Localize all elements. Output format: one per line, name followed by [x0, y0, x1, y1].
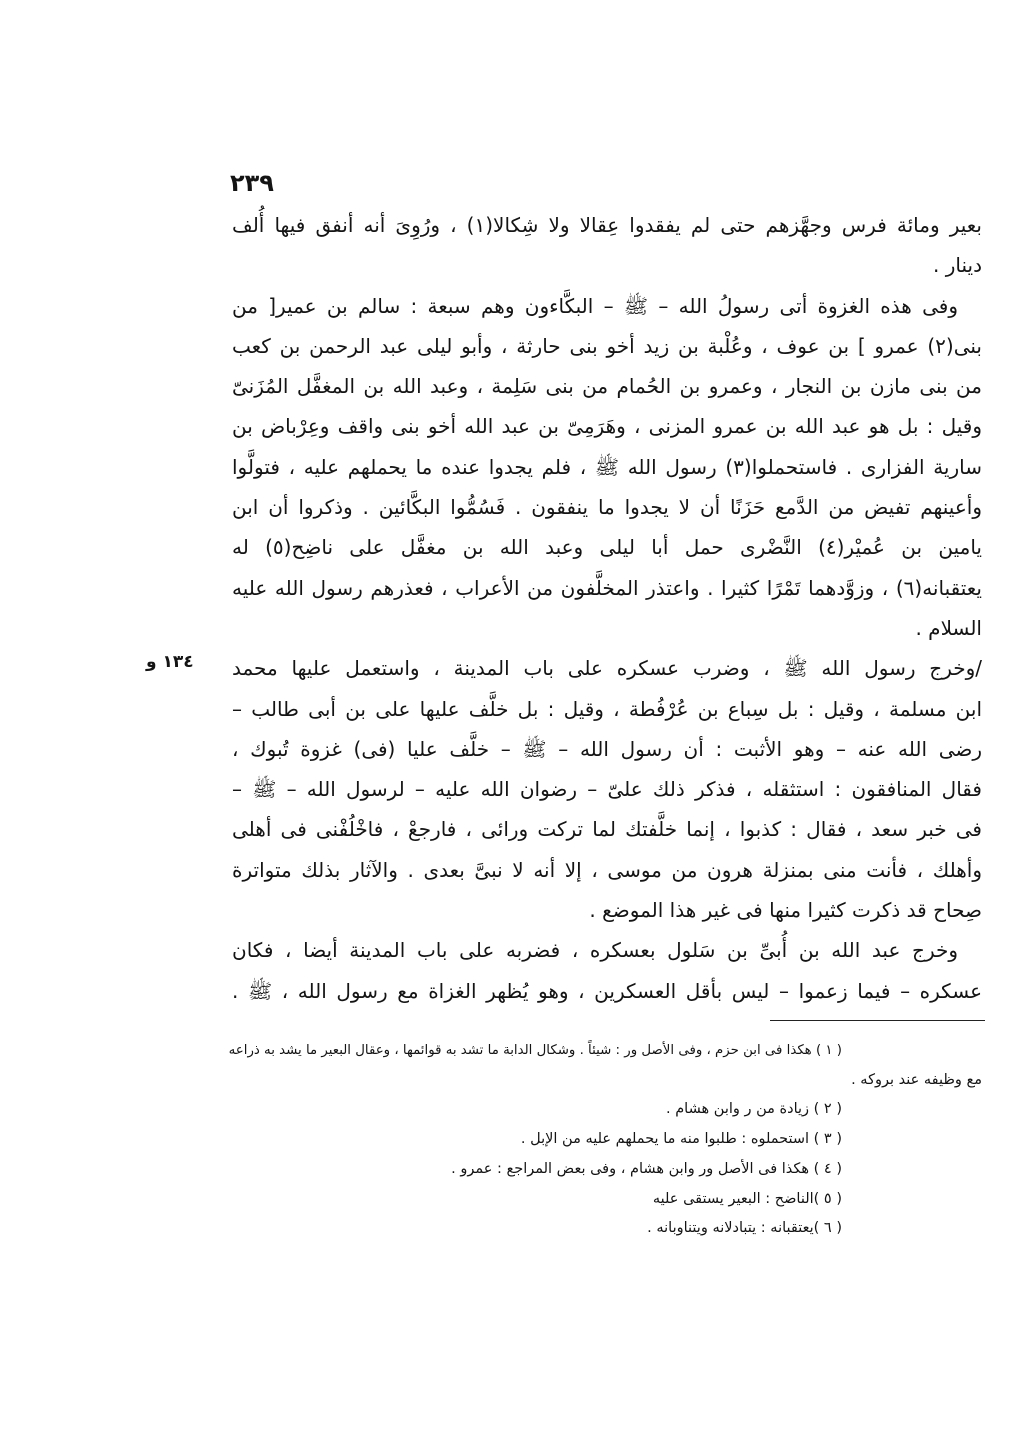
footnote-line: ( ١ ) هكذا فى ابن حزم ، وفى الأصل ور : شيئاً . وشكال الدابة ما تشد به قوائمها ، وعقال البعير ما يشد به ذراعه [228, 1043, 842, 1058]
footnote-line: ( ٢ ) زيادة من ر وابن هشام . [665, 1101, 842, 1118]
main-text-block [232, 205, 982, 1011]
text-line: يعتقبانه(٦) ، وزوَّدهما تَمْرًا كثيرا . واعتذر المخلَّفون من الأعراب ، فعذرهم رسول الله عليه [232, 575, 982, 600]
footnote-line: ( ٣ ) استحملوه : طلبوا منه ما يحملهم عليه من الإبل . [520, 1131, 842, 1148]
footnote-line: ( ٥ )الناضح : البعير يستقى عليه [652, 1190, 842, 1207]
text-line: فى خبر سعد ، فقال : كذبوا ، إنما خلَّفتك لما تركت ورائى ، فارجعْ ، فاخْلُفْنى فى أهلى [232, 817, 982, 842]
text-line: سارية الفزارى . فاستحملوا(٣) رسول الله ﷺ ، فلم يجدوا عنده ما يحملهم عليه ، فتولَّوا [232, 454, 983, 479]
text-line: رضى الله عنه – وهو الأثبت : أن رسول الله – ﷺ – خلَّف عليا (فى) غزوة تُبوك ، [232, 736, 982, 761]
footnote-separator-rule [770, 1020, 985, 1021]
text-line: /وخرج رسول الله ﷺ ، وضرب عسكره على باب المدينة ، واستعمل عليها محمد [232, 656, 982, 681]
text-line: فقال المنافقون : استثقله ، فذكر ذلك علىّ – رضوان الله عليه – لرسول الله – ﷺ – [232, 777, 982, 802]
footnote-line: ( ٦ )يعتقبانه : يتبادلانه ويتناوبانه . [647, 1220, 842, 1237]
text-line: بعير ومائة فرس وجهَّزهم حتى لم يفقدوا عِقالا ولا شِكالا(١) ، ورُوِىَ أنه أنفق فيها أُلف [232, 213, 983, 237]
text-line: صِحاح قد ذكرت كثيرا منها فى غير هذا الموضع . [589, 898, 982, 923]
footnote-line: مع وظيفه عند بروكه . [851, 1071, 982, 1088]
footnotes-block [228, 1036, 982, 1244]
text-line: وقيل : بل هو عبد الله بن عمرو المزنى ، وهَرَمِىّ بن عبد الله أخو بنى واقف وعِرْباض بن [232, 414, 982, 439]
text-line: وأعينهم تفيض من الدَّمع حَزَنًا أن لا يجدوا ما ينفقون . فَسُمُّوا البكَّائين . وذكروا أن ابن [232, 495, 982, 520]
margin-folio-note: ١٣٤ و [146, 652, 194, 672]
text-line: من بنى مازن بن النجار ، وعمرو بن الحُمام من بنى سَلِمة ، وعبد الله بن المغفَّل المُزَنىّ [232, 374, 982, 399]
text-line: ابن مسلمة ، وقيل : بل سِباع بن عُرْفُطة ، وقيل : بل خلَّف عليها على بن أبى طالب – [232, 696, 982, 721]
text-line: وخرج عبد الله بن أُبىِّ بن سَلول بعسكره ، فضربه على باب المدينة أيضا ، فكان [232, 938, 958, 963]
text-line: وأهلك ، فأنت منى بمنزلة هرون من موسى ، إلا أنه لا نبىَّ بعدى . والآثار بذلك متواترة [232, 857, 982, 882]
footnote-line: ( ٤ ) هكذا فى الأصل ور وابن هشام ، وفى بعض المراجع : عمرو . [451, 1160, 842, 1177]
text-line: عسكره – فيما زعموا – ليس بأقل العسكرين ، وهو يُظهر الغزاة مع رسول الله ، ﷺ . [232, 978, 982, 1003]
text-line: بنى(٢) عمرو ] بن عوف ، وعُلْبة بن زيد أخو بنى حارثة ، وأبو ليلى عبد الرحمن بن كعب [232, 333, 982, 358]
text-line: يامين بن عُميْر(٤) النَّضْرى حمل أبا ليلى وعبد الله بن مغفَّل على ناضِح(٥) له [232, 535, 982, 560]
text-line: وفى هذه الغزوة أتى رسولُ الله – ﷺ – البكَّاءون وهم سبعة : سالم بن عمير[ من [232, 293, 958, 318]
text-line: السلام . [915, 615, 982, 640]
page-number: ٢٣٩ [230, 169, 274, 197]
text-line: دينار . [933, 253, 982, 278]
